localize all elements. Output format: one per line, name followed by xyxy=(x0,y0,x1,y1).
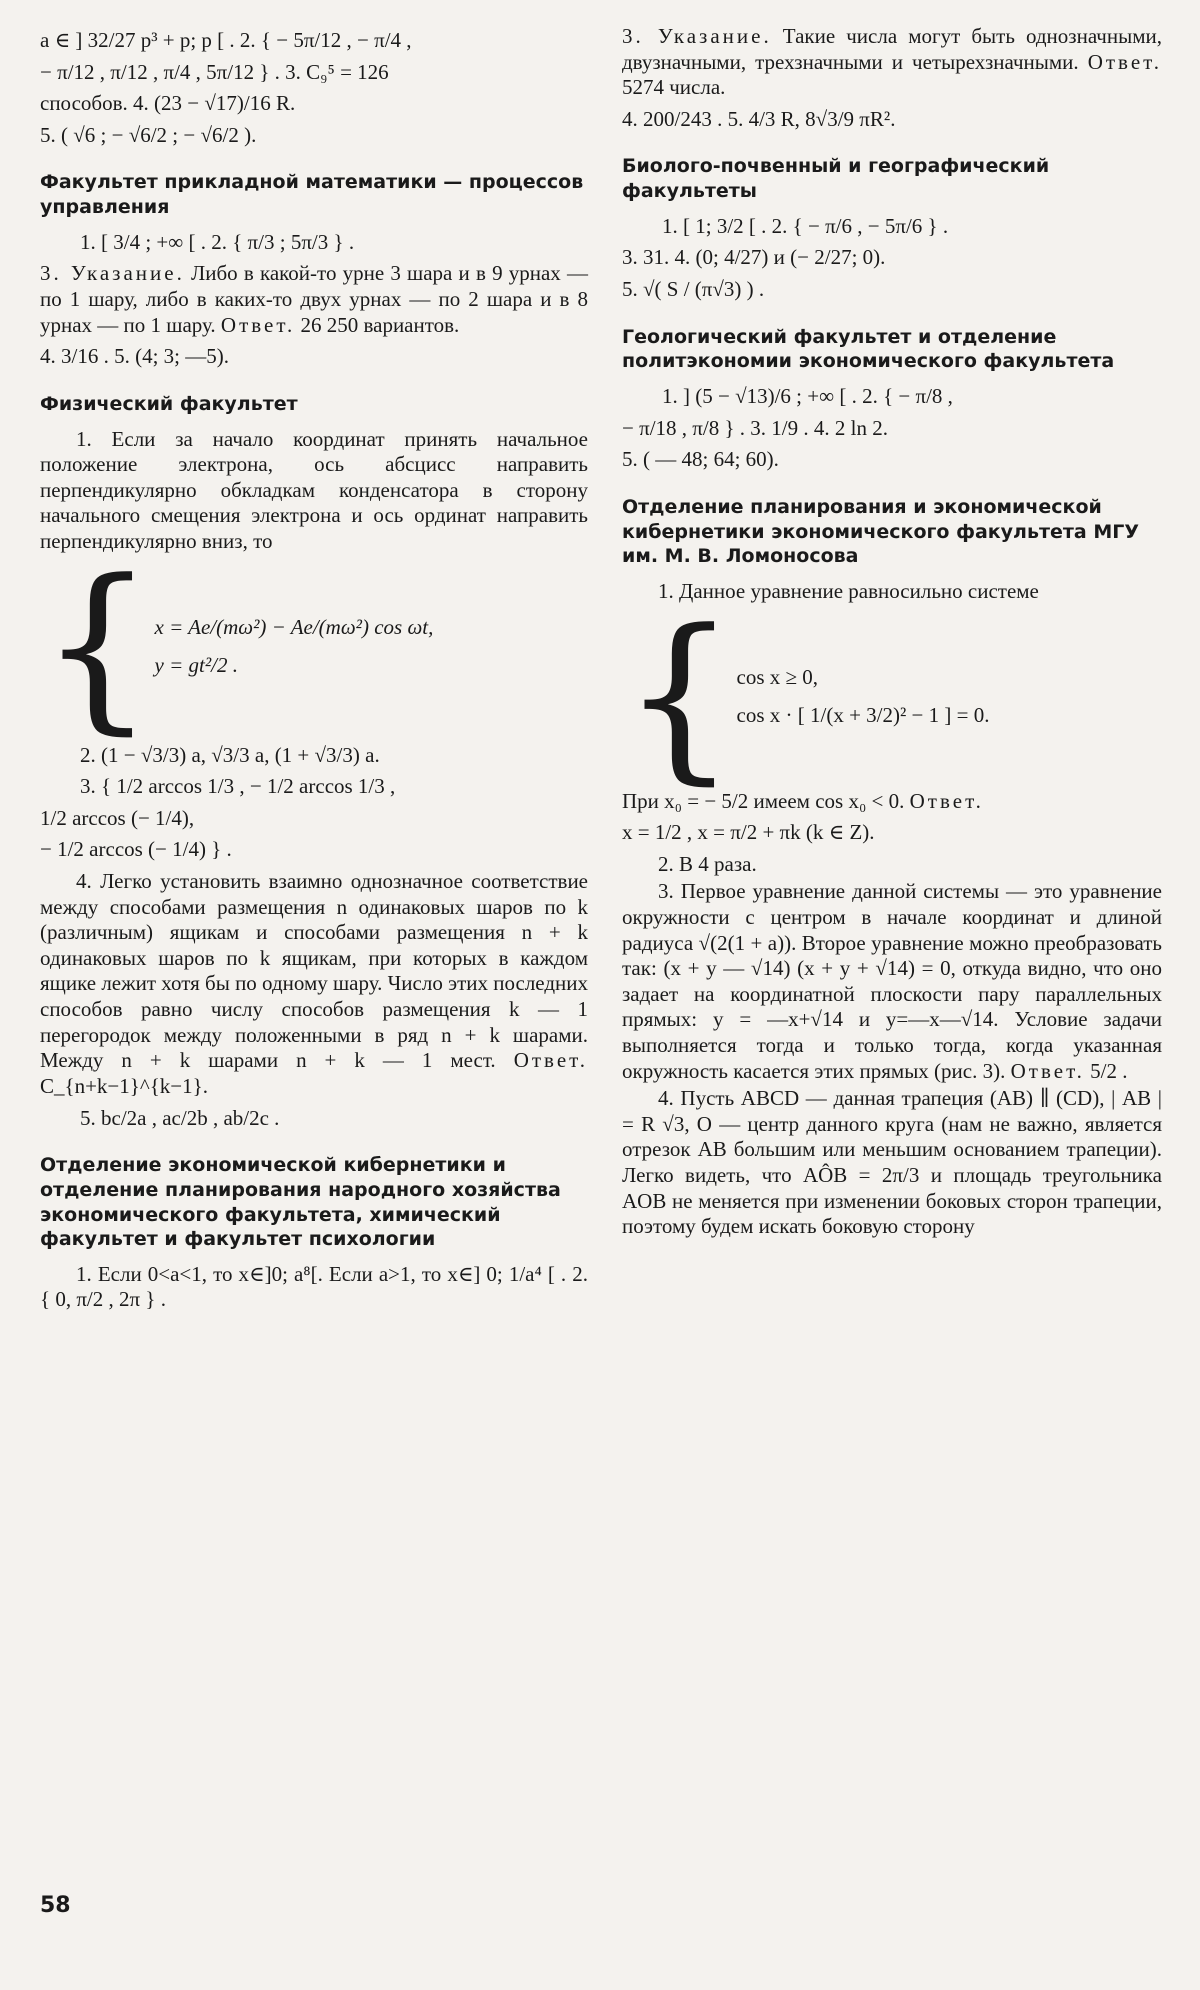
hint-label: 3. Указание. xyxy=(622,24,772,48)
answer-line: 1. ] (5 − √13)/6 ; +∞ [ . 2. { − π/8 , xyxy=(662,384,953,409)
left-column xyxy=(40,22,588,1315)
answer-line: 3. { 1/2 arccos 1/3 , − 1/2 arccos 1/3 , xyxy=(80,774,396,799)
answer-label: Ответ. xyxy=(220,312,296,337)
paragraph: 3. Указание. Такие числа могут быть однозначными, двузначными, трехзначными и четырехзначными. Ответ. 5274 числа. xyxy=(622,24,1163,100)
answer-line: 2. (1 − √3/3) a, √3/3 a, (1 + √3/3) a. xyxy=(80,742,380,767)
answer-line: − π/12 , π/12 , π/4 , 5π/12 } . 3. C₉⁵ = 126 xyxy=(40,59,389,84)
answer-line: 1/2 arccos (− 1/4), xyxy=(40,805,195,830)
section-heading-geology: Геологический факультет и отделение политэкономии экономического факультета xyxy=(622,325,1115,373)
equation-system xyxy=(40,541,588,751)
answer-line: 5. ( √6 ; − √6/2 ; − √6/2 ). xyxy=(40,122,257,147)
paragraph: 1. Если за начало координат принять начальное положение электрона, ось абсцисс направить перпендикулярно обкладкам конденсатора в сторону начального смещения электрона и ось ординат направить перпендикулярно вниз, то xyxy=(40,426,588,553)
answer-line: 1. [ 3/4 ; +∞ [ . 2. { π/3 ; 5π/3 } . xyxy=(80,229,355,254)
answer-line: 5. bc/2a , ac/2b , ab/2c . xyxy=(80,1105,280,1130)
paragraph: 2. В 4 раза. xyxy=(658,851,757,876)
answer-line: 5. ( — 48; 64; 60). xyxy=(622,447,779,472)
section-heading-planning: Отделение планирования и экономической кибернетики экономического факультета МГУ им. М. В. Ломоносова xyxy=(622,495,1139,568)
answer-label: Ответ. xyxy=(1087,49,1163,74)
hint-label: 3. Указание. xyxy=(40,261,185,286)
answer-label: Ответ. xyxy=(1010,1058,1085,1083)
section-heading-biology: Биолого-почвенный и географический факультеты xyxy=(622,155,1050,203)
answer-label: Ответ. xyxy=(909,788,984,813)
paragraph: 3. Первое уравнение данной системы — это уравнение окружности с центром в начале координат и длиной радиуса √(2(1 + a)). Второе уравнение можно преобразовать так: (x + y — √14) (x + y + √14) = 0, откуда видно, что оно задает на координатной плоскости пару параллельных прямых: y = —x+√14 и y=—x—√14. Условие задачи выполняется тогда и только тогда, когда указанная окружность касается этих прямых (рис. 3). Ответ. 5/2 . xyxy=(622,879,1162,1083)
answer-line: 4. 200/243 . 5. 4/3 R, 8√3/9 πR². xyxy=(622,106,896,131)
section-heading-physics: Физический факультет xyxy=(40,392,298,415)
answer-line: 3. 31. 4. (0; 4/27) и (− 2/27; 0). xyxy=(622,245,886,270)
brace: { xyxy=(622,591,737,801)
paragraph: 1. Если 0<a<1, то x∈]0; a⁸[. Если a>1, то x∈] 0; 1/a⁴ [ . 2. { 0, π/2 , 2π } . xyxy=(40,1261,588,1312)
page-number: 58 xyxy=(40,1893,71,1918)
answer-label: Ответ. xyxy=(513,1048,588,1073)
paragraph: 3. Указание. Либо в какой-то урне 3 шара и в 9 урнах — по 1 шару, либо в каких-то двух урнах — по 2 шара и в 8 урнах — по 1 шару. Ответ. 26 250 вариантов. xyxy=(40,261,588,337)
answer-line: 4. 3/16 . 5. (4; 3; —5). xyxy=(40,344,229,369)
answer-line: − 1/2 arccos (− 1/4) } . xyxy=(40,837,232,862)
equation: x = Ae/(mω²) − Ae/(mω²) cos ωt, xyxy=(154,614,434,639)
paragraph: При x₀ = − 5/2 имеем cos x₀ < 0. Ответ. xyxy=(622,788,984,813)
section-heading-economics: Отделение экономической кибернетики и отделение планирования народного хозяйства экономического факультета, химический факультет и факультет психологии xyxy=(40,1154,561,1251)
paragraph: 4. Легко установить взаимно однозначное соответствие между способами размещения n одинаковых шаров по k (различным) ящикам и способами размещения n + k одинаковых шаров по k ящикам, при которых в каждом ящике лежит хотя бы по одному шару. Число этих последних способов равно числу способов размещения k — 1 перегородок между положенными в ряд n + k шарами. Между n + k шарами n + k — 1 мест. Ответ. C_{n+k−1}^{k−1}. xyxy=(40,869,589,1098)
equation: y = gt²/2 . xyxy=(154,652,238,677)
answer-line: 1. [ 1; 3/2 [ . 2. { − π/6 , − 5π/6 } . xyxy=(662,213,949,238)
answer-line: 5. √( S / (π√3) ) . xyxy=(622,277,765,302)
answer-line: a ∈ ] 32/27 p³ + p; p [ . 2. { − 5π/12 , − π/4 , xyxy=(40,28,412,52)
right-column xyxy=(622,22,1162,1242)
answer-line: x = 1/2 , x = π/2 + πk (k ∈ Z). xyxy=(622,820,875,845)
brace: { xyxy=(40,541,155,751)
answer-line: способов. 4. (23 − √17)/16 R. xyxy=(40,91,296,116)
paragraph: 4. Пусть ABCD — данная трапеция (AB) ∥ (CD), | AB | = R √3, O — центр данного круга (нам не важно, является отрезок AB большим или меньшим основанием трапеции). Легко видеть, что AÔB = 2π/3 и площадь треугольника AOB не меняется при изменении боковых сторон трапеции, поэтому будем искать боковую сторону xyxy=(622,1086,1162,1239)
answer-line: − π/18 , π/8 } . 3. 1/9 . 4. 2 ln 2. xyxy=(622,415,888,440)
equation: cos x ≥ 0, xyxy=(736,664,819,689)
paragraph: 1. Данное уравнение равносильно системе xyxy=(658,578,1039,603)
equation: cos x · [ 1/(x + 3/2)² − 1 ] = 0. xyxy=(736,702,990,727)
section-heading-applied-math: Факультет прикладной математики — процессов управления xyxy=(40,171,584,219)
